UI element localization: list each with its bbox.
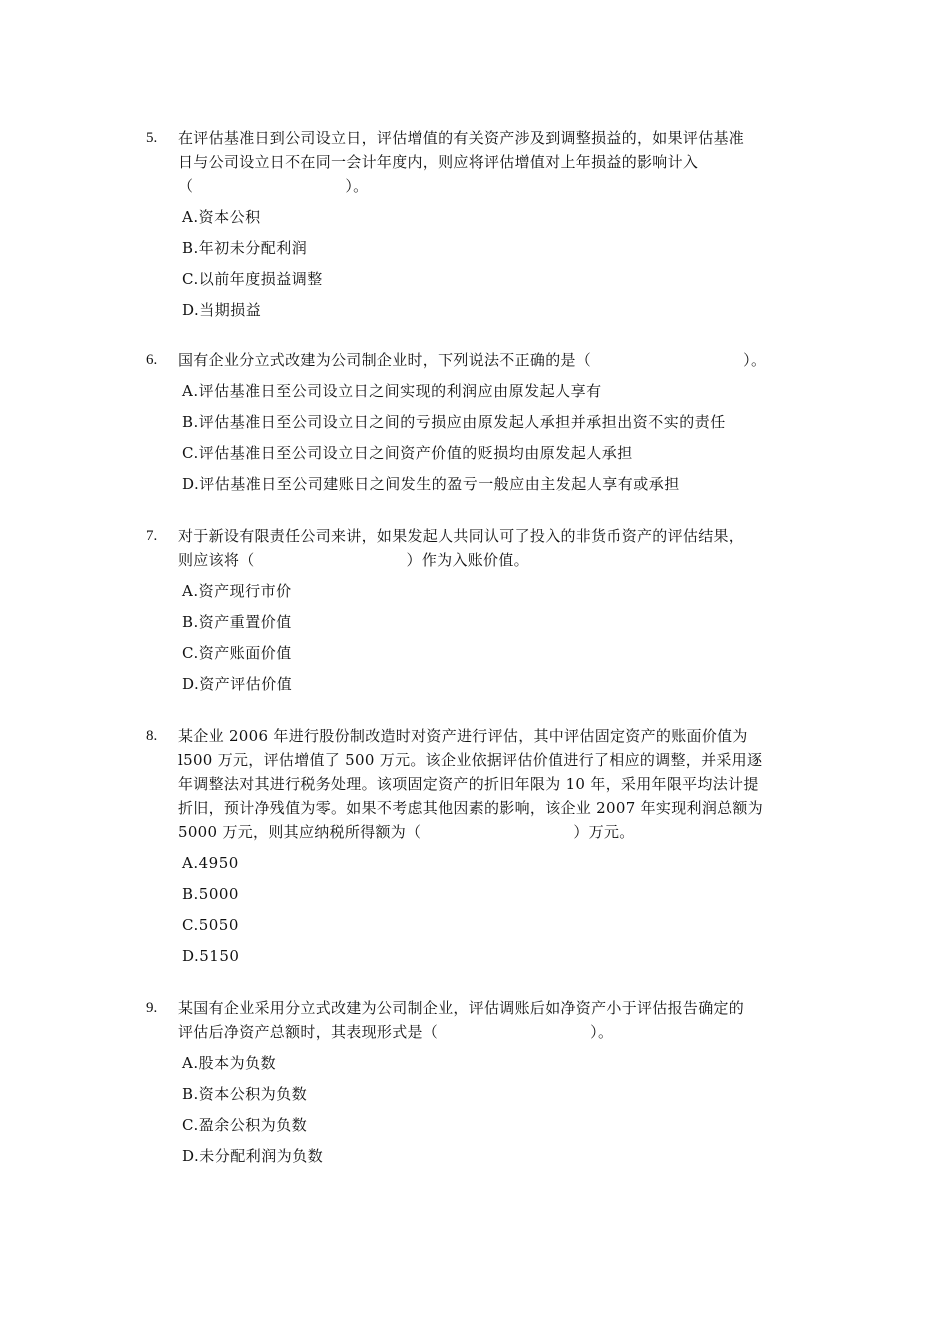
question-line: 评估后净资产总额时，其表现形式是（ ）。 (178, 1023, 614, 1041)
option-a: A.资本公积 (182, 208, 261, 226)
option-list (146, 1051, 818, 1168)
option-b: B.资产重置价值 (182, 613, 292, 631)
option-d: D.当期损益 (182, 301, 262, 319)
question-6 (146, 348, 818, 496)
question-line: 5000 万元，则其应纳税所得额为（ ）万元。 (178, 823, 635, 841)
option-c: C.评估基准日至公司设立日之间资产价值的贬损均由原发起人承担 (182, 444, 633, 462)
option-d: D.未分配利润为负数 (182, 1147, 324, 1165)
question-text (178, 126, 818, 198)
question-8 (146, 724, 818, 968)
option-d: D.5150 (182, 947, 240, 965)
question-line: （ ）。 (178, 177, 369, 195)
question-text (178, 524, 818, 572)
option-list (146, 379, 818, 496)
option-a: A.评估基准日至公司设立日之间实现的利润应由原发起人享有 (182, 382, 602, 400)
question-line: 折旧，预计净残值为零。如果不考虑其他因素的影响，该企业 2007 年实现利润总额为 (178, 799, 764, 817)
question-line: 某国有企业采用分立式改建为公司制企业，评估调账后如净资产小于评估报告确定的 (178, 999, 745, 1017)
question-number: 7. (146, 528, 158, 544)
option-c: C.5050 (182, 916, 239, 934)
question-5 (146, 126, 818, 322)
option-b: B.资本公积为负数 (182, 1085, 308, 1103)
question-line: 对于新设有限责任公司来讲，如果发起人共同认可了投入的非货币资产的评估结果， (178, 527, 745, 545)
option-d: D.评估基准日至公司建账日之间发生的盈亏一般应由主发起人享有或承担 (182, 475, 680, 493)
question-line: 在评估基准日到公司设立日，评估增值的有关资产涉及到调整损益的，如果评估基准 (178, 129, 745, 147)
question-7 (146, 524, 818, 696)
option-c: C.盈余公积为负数 (182, 1116, 308, 1134)
option-a: A.资产现行市价 (182, 582, 292, 600)
question-9 (146, 996, 818, 1168)
question-number: 9. (146, 1000, 158, 1016)
question-number: 6. (146, 352, 158, 368)
option-list (146, 205, 818, 322)
question-number: 8. (146, 728, 158, 744)
question-line: 日与公司设立日不在同一会计年度内，则应将评估增值对上年损益的影响计入 (178, 153, 699, 171)
option-a: A.股本为负数 (182, 1054, 277, 1072)
question-line: l500 万元，评估增值了 500 万元。该企业依据评估价值进行了相应的调整，并采用逐 (178, 751, 763, 769)
question-text (178, 724, 818, 844)
question-line: 则应该将（ ）作为入账价值。 (178, 551, 529, 569)
option-b: B.评估基准日至公司设立日之间的亏损应由原发起人承担并承担出资不实的责任 (182, 413, 726, 431)
option-b: B.5000 (182, 885, 239, 903)
option-list (146, 851, 818, 968)
option-d: D.资产评估价值 (182, 675, 293, 693)
option-list (146, 579, 818, 696)
question-line: 国有企业分立式改建为公司制企业时，下列说法不正确的是（ ）。 (178, 351, 767, 369)
question-line: 某企业 2006 年进行股份制改造时对资产进行评估，其中评估固定资产的账面价值为 (178, 727, 748, 745)
option-c: C.资产账面价值 (182, 644, 292, 662)
option-c: C.以前年度损益调整 (182, 270, 323, 288)
option-a: A.4950 (182, 854, 239, 872)
question-line: 年调整法对其进行税务处理。该项固定资产的折旧年限为 10 年，采用年限平均法计提 (178, 775, 759, 793)
question-text (178, 348, 818, 372)
question-number: 5. (146, 130, 158, 146)
option-b: B.年初未分配利润 (182, 239, 308, 257)
question-text (178, 996, 818, 1044)
